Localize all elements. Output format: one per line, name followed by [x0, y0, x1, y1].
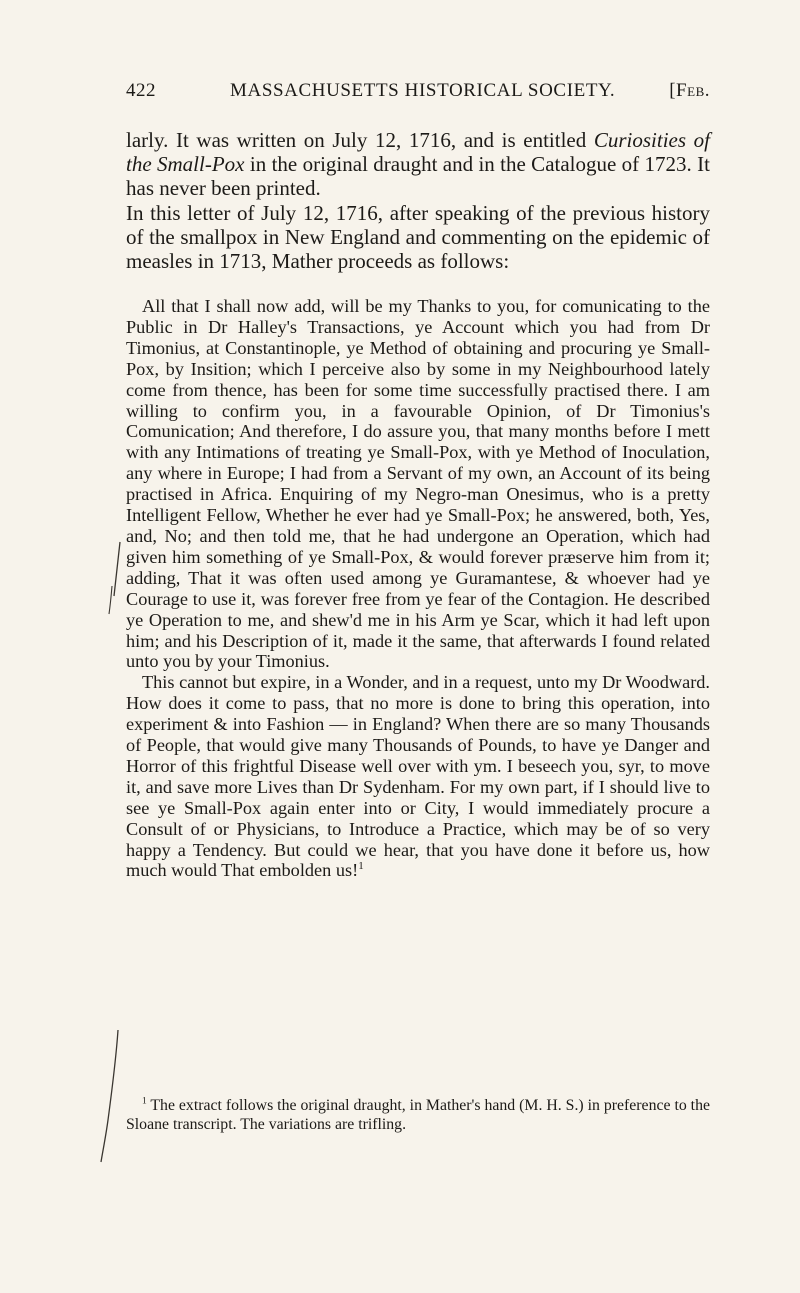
page-number: 422: [126, 80, 156, 101]
running-head: [126, 80, 710, 106]
footnote: [126, 1097, 710, 1134]
journal-title: MASSACHUSETTS HISTORICAL SOCIETY.: [230, 80, 616, 101]
intro-paragraph-1: larly. It was written on July 12, 1716, and is entitled Curiosities of the Small-Pox in the original draught and in the Catalogue of 1723. It has never been printed.: [126, 128, 710, 201]
footnote-marker: 1: [142, 1096, 147, 1107]
quoted-letter: [126, 296, 710, 881]
footnote-reference[interactable]: 1: [358, 860, 364, 873]
quote-paragraph-2: This cannot but expire, in a Wonder, and in a request, unto my Dr Woodward. How does it come to pass, that no more is done to bring this operation, into experiment & into Fashion — in England? When there are so many Thousands of People, that would give many Thousands of Pounds, to have ye Danger and Horror of this frightful Disease well over with ym. I beseech you, syr, to move it, and save more Lives than Dr Sydenham. For my own part, if I should live to see ye Small-Pox again enter into or City, I would immediately procure a Consult of or Physicians, to Introduce a Practice, which may be of so very happy a Tendency. But could we hear, that you have done it before us, how much would That embolden us!$^1$: [126, 672, 710, 881]
footnote-text: The extract follows the original draught, in Mather's hand (M. H. S.) in preference to the Sloane transcript. The variations are trifling.: [126, 1097, 710, 1133]
quote-paragraph-1: All that I shall now add, will be my Thanks to you, for comunicating to the Public in Dr Halley's Transactions, ye Account which you had from Dr Timonius, at Constantinople, ye Method of obtaining and procuring ye Small-Pox, by Insition; which I perceive also by some in my Neighbourhood lately come from thence, has been for some time successfully practised there. I am willing to confirm you, in a favourable Opinion, of Dr Timonius's Comunication; And therefore, I do assure you, that many months before I mett with any Intimations of treating ye Small-Pox, with ye Method of Inoculation, any where in Europe; I had from a Servant of my own, an Account of its being practised in Africa. Enquiring of my Negro-man Onesimus, who is a pretty Intelligent Fellow, Whether he ever had ye Small-Pox; he answered, both, Yes, and, No; and then told me, that he had undergone an Operation, which had given him something of ye Small-Pox, & would forever præserve him from it; adding, That it was often used among ye Guramantese, & whoever had ye Courage to use it, was forever free from ye fear of the Contagion. He described ye Operation to me, and shew'd me in his Arm ye Scar, which it had left upon him; and his Description of it, made it the same, that afterwards I found related unto you by your Timonius.: [126, 296, 710, 672]
intro-text: [126, 128, 710, 273]
work-title: Curiosities of the Small-Pox: [126, 128, 710, 177]
section-marker: [Feb.: [669, 80, 710, 101]
intro-paragraph-2: In this letter of July 12, 1716, after speaking of the previous history of the smallpox in New England and commenting on the epidemic of measles in 1713, Mather proceeds as follows:: [126, 200, 710, 274]
